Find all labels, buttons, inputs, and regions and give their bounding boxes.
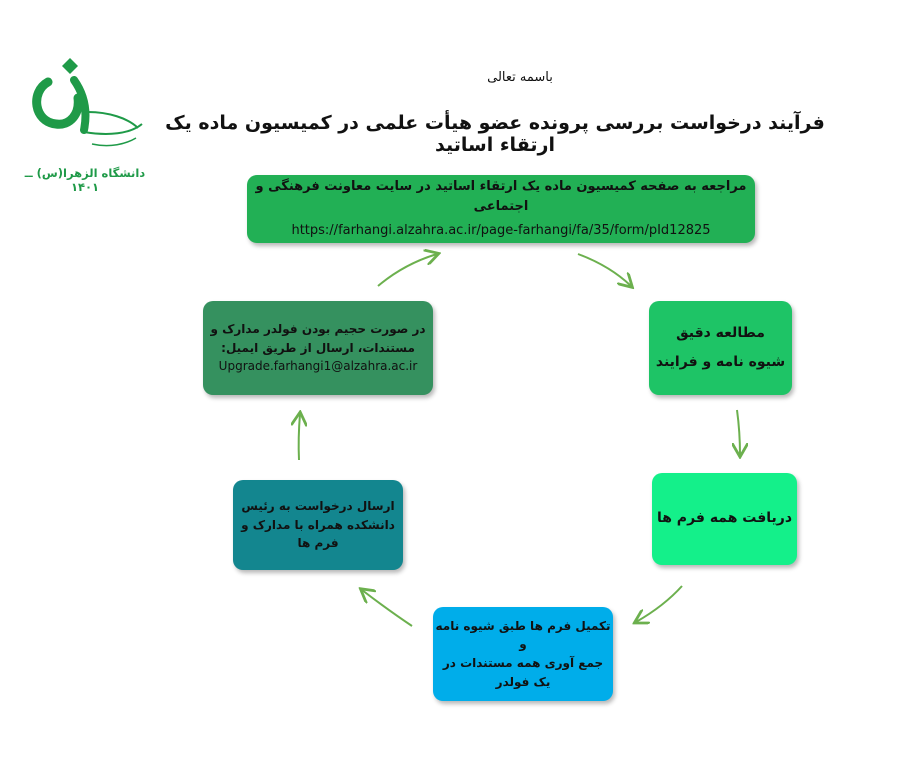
step-text: دانشکده همراه با مدارک و <box>241 517 395 532</box>
arrow-step4-to-step5 <box>362 590 412 626</box>
step-text: در صورت حجیم بودن فولدر مدارک و <box>210 322 426 337</box>
step-text: مستندات، ارسال از طریق ایمیل: <box>221 340 415 355</box>
logo-caption: دانشگاه الزهرا(س) ــ ۱۴۰۱ <box>24 166 146 194</box>
step-email-large-folder <box>203 301 433 395</box>
step-visit-commission-page <box>247 175 755 243</box>
page-title: فرآیند درخواست بررسی پرونده عضو هیأت علمی در کمیسیون ماده یک ارتقاء اساتید <box>165 112 825 156</box>
step-text: دریافت همه فرم ها <box>656 510 793 527</box>
step-send-to-dean <box>233 480 403 570</box>
step-text: یک فولدر <box>495 674 551 689</box>
step-study-guidelines <box>649 301 792 395</box>
step-complete-forms <box>433 607 613 701</box>
contact-email-link[interactable]: Upgrade.farhangi1@alzahra.ac.ir <box>218 359 418 374</box>
commission-page-link[interactable]: https://farhangi.alzahra.ac.ir/page-farhangi/fa/35/form/pId12825 <box>291 223 711 239</box>
step-text: مراجعه به صفحه کمیسیون ماده یک ارتقاء اساتید در سایت معاونت فرهنگی و اجتماعی <box>255 178 747 214</box>
arrow-step1-to-step2 <box>578 254 631 286</box>
step-text: شیوه نامه و فرایند <box>655 354 786 370</box>
arrow-step2-to-step3 <box>737 410 740 455</box>
step-text: ارسال درخواست به رئیس <box>241 499 395 514</box>
arrow-step6-to-step1 <box>378 254 437 286</box>
bismillah-heading: باسمه تعالی <box>487 70 553 85</box>
step-text: فرم ها <box>297 536 339 551</box>
arrow-step5-to-step6 <box>299 414 300 460</box>
step-get-forms <box>652 473 797 565</box>
step-text: جمع آوری همه مستندات در <box>442 656 604 670</box>
step-text: مطالعه دقیق <box>676 324 765 341</box>
arrow-step3-to-step4 <box>636 586 682 622</box>
step-text: تکمیل فرم ها طبق شیوه نامه و <box>435 618 611 652</box>
